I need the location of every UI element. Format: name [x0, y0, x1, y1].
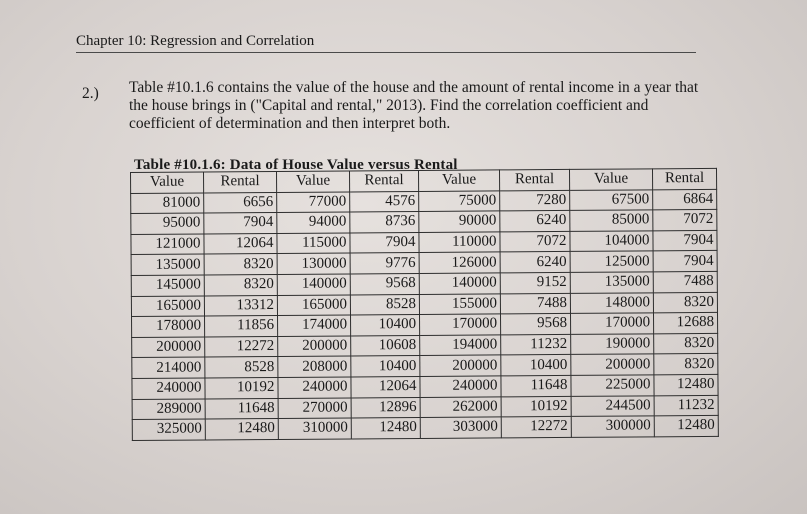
table-cell: 8320 — [653, 292, 717, 313]
table-cell: 165000 — [131, 296, 204, 317]
table-cell: 7488 — [653, 271, 717, 292]
table-cell: 12480 — [351, 418, 420, 439]
table-cell: 145000 — [131, 275, 204, 296]
table-cell: 200000 — [278, 336, 351, 357]
header-rule — [76, 52, 696, 53]
table-cell: 262000 — [420, 396, 501, 417]
table-cell: 90000 — [419, 211, 500, 232]
table-cell: 9152 — [500, 272, 570, 293]
table-cell: 200000 — [132, 337, 205, 358]
table-cell: 11856 — [205, 316, 278, 337]
table-cell: 170000 — [570, 313, 653, 334]
table-cell: 130000 — [277, 253, 350, 274]
table-cell: 77000 — [277, 192, 350, 213]
table-cell: 6864 — [653, 189, 717, 210]
table-cell: 8320 — [204, 274, 277, 295]
table-cell: 8736 — [350, 212, 419, 233]
table-cell: 12272 — [205, 336, 278, 357]
table-cell: 7488 — [500, 293, 570, 314]
table-cell: 303000 — [420, 417, 501, 438]
table-cell: 7072 — [653, 210, 717, 231]
table-cell: 6240 — [500, 252, 570, 273]
table-cell: 240000 — [278, 377, 351, 398]
table-cell: 10400 — [351, 315, 420, 336]
table-cell: 11232 — [654, 395, 718, 416]
table-cell: 10400 — [501, 355, 571, 376]
table-cell: 7904 — [350, 232, 419, 253]
table-cell: 7904 — [653, 251, 717, 272]
table-cell: 135000 — [131, 254, 204, 275]
table-row — [132, 416, 718, 441]
table-cell: 11648 — [205, 398, 278, 419]
table-cell: 6656 — [204, 192, 277, 213]
table-title: Table #10.1.6: Data of House Value versus Rental — [134, 157, 458, 173]
table-cell: 200000 — [420, 355, 501, 376]
table-cell: 10192 — [205, 377, 278, 398]
table-cell: 4576 — [350, 191, 419, 212]
column-header: Value — [418, 170, 499, 191]
column-header: Value — [569, 169, 652, 190]
table-cell: 9568 — [350, 273, 419, 294]
table-cell: 310000 — [278, 418, 351, 439]
table-cell: 7904 — [204, 213, 277, 234]
table-cell: 9776 — [350, 253, 419, 274]
table-cell: 135000 — [570, 272, 653, 293]
column-header: Rental — [652, 168, 716, 189]
question-number: 2.) — [82, 85, 99, 102]
table-cell: 13312 — [204, 295, 277, 316]
table-cell: 244500 — [571, 395, 654, 416]
table-cell: 194000 — [420, 335, 501, 356]
table-cell: 126000 — [419, 252, 500, 273]
table-cell: 240000 — [132, 378, 205, 399]
table-cell: 208000 — [278, 356, 351, 377]
table-cell: 289000 — [132, 399, 205, 420]
table-cell: 10608 — [351, 335, 420, 356]
table-cell: 7904 — [653, 230, 717, 251]
table-cell: 8320 — [654, 354, 718, 375]
table-cell: 190000 — [571, 334, 654, 355]
table-cell: 8528 — [350, 294, 419, 315]
table-cell: 8320 — [204, 254, 277, 275]
table-cell: 225000 — [571, 375, 654, 396]
table-cell: 10400 — [351, 356, 420, 377]
table-cell: 121000 — [131, 234, 204, 255]
table-cell: 104000 — [570, 231, 653, 252]
table-cell: 8528 — [205, 357, 278, 378]
table-cell: 240000 — [420, 376, 501, 397]
table-cell: 165000 — [277, 295, 350, 316]
table-cell: 9568 — [501, 314, 571, 335]
column-header: Value — [131, 172, 204, 193]
column-header: Rental — [349, 170, 418, 191]
table-cell: 85000 — [570, 210, 653, 231]
table-cell: 270000 — [278, 397, 351, 418]
table-cell: 155000 — [419, 293, 500, 314]
table-cell: 140000 — [277, 274, 350, 295]
table-cell: 12064 — [204, 233, 277, 254]
table-cell: 11648 — [501, 375, 571, 396]
table-cell: 140000 — [419, 273, 500, 294]
table-cell: 11232 — [501, 334, 571, 355]
table-cell: 95000 — [131, 213, 204, 234]
table-cell: 12480 — [205, 419, 278, 440]
table-cell: 325000 — [132, 419, 205, 440]
table-cell: 12480 — [654, 374, 718, 395]
table-cell: 115000 — [277, 233, 350, 254]
table-cell: 300000 — [571, 416, 654, 437]
table-cell: 178000 — [132, 316, 205, 337]
table-cell: 6240 — [500, 211, 570, 232]
table-cell: 170000 — [420, 314, 501, 335]
house-rental-table — [130, 168, 719, 441]
table-cell: 110000 — [419, 232, 500, 253]
table-cell: 214000 — [132, 357, 205, 378]
column-header: Rental — [499, 169, 569, 190]
table-cell: 81000 — [131, 193, 204, 214]
table-cell: 12480 — [654, 416, 718, 437]
table-cell: 75000 — [419, 191, 500, 212]
table-cell: 7072 — [500, 231, 570, 252]
table-cell: 200000 — [571, 354, 654, 375]
table-cell: 12272 — [501, 417, 571, 438]
table-cell: 7280 — [500, 190, 570, 211]
table-cell: 10192 — [501, 396, 571, 417]
column-header: Value — [276, 171, 349, 192]
table-cell: 12896 — [351, 397, 420, 418]
table-cell: 125000 — [570, 251, 653, 272]
table-cell: 12064 — [351, 376, 420, 397]
chapter-header: Chapter 10: Regression and Correlation — [76, 33, 315, 49]
table-cell: 8320 — [654, 333, 718, 354]
table-cell: 148000 — [570, 292, 653, 313]
table-cell: 94000 — [277, 212, 350, 233]
table-cell: 174000 — [278, 315, 351, 336]
table-cell: 12688 — [653, 313, 717, 334]
table-cell: 67500 — [570, 189, 653, 210]
question-text: Table #10.1.6 contains the value of the house and the amount of rental income in a year that the house brings in ("Capital and rental," 2013). Find the correlation coefficient and coefficient of determination and then interpret both. — [129, 79, 699, 132]
column-header: Rental — [204, 171, 277, 192]
